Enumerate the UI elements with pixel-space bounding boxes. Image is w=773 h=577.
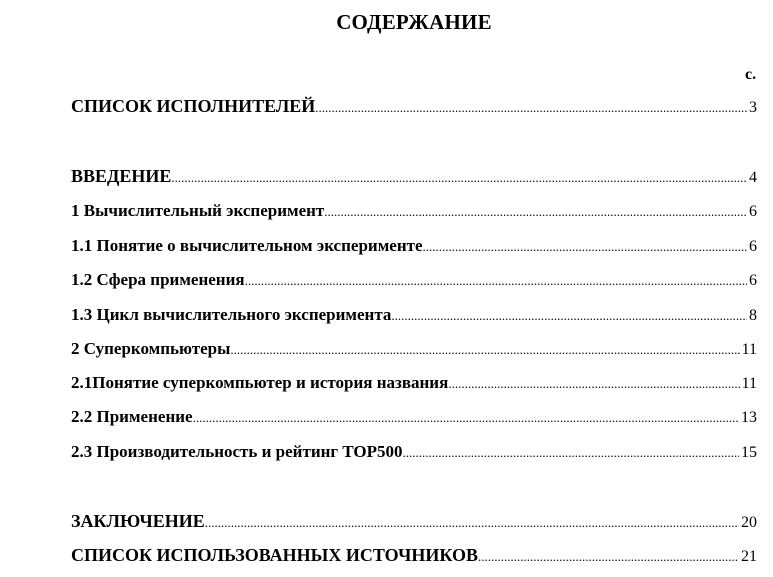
toc-entry-conclusion[interactable] bbox=[71, 511, 757, 533]
dot-leader bbox=[205, 515, 739, 531]
toc-entry-page: 6 bbox=[749, 272, 757, 289]
toc-entry-page: 8 bbox=[749, 307, 757, 324]
toc-entry-label: 2.2 Применение bbox=[71, 407, 193, 426]
dot-leader bbox=[171, 170, 747, 186]
toc-entry-label: 2.1Понятие суперкомпьютер и история названия bbox=[71, 373, 449, 392]
toc-entry-section-2-2[interactable] bbox=[71, 407, 757, 429]
toc-entry-label: ВВЕДЕНИЕ bbox=[71, 166, 172, 186]
toc-entry-page: 3 bbox=[749, 99, 757, 116]
toc-entry-references[interactable] bbox=[71, 545, 757, 567]
toc-entry-label: 2.3 Производительность и рейтинг TOP500 bbox=[71, 442, 403, 461]
toc-entry-page: 6 bbox=[749, 238, 757, 255]
toc-entry-label: 1.3 Цикл вычислительного эксперимента bbox=[71, 305, 392, 324]
toc-entry-page: 6 bbox=[749, 203, 757, 220]
dot-leader bbox=[245, 273, 747, 289]
toc-entry-label: ЗАКЛЮЧЕНИЕ bbox=[71, 511, 205, 531]
dot-leader bbox=[478, 549, 739, 565]
toc-entry-page: 21 bbox=[741, 548, 757, 565]
page-column-label: с. bbox=[745, 66, 757, 83]
dot-leader bbox=[230, 342, 739, 358]
toc-entry-executors[interactable] bbox=[71, 96, 757, 118]
toc-entry-section-2-1[interactable] bbox=[71, 373, 757, 395]
dot-leader bbox=[403, 445, 739, 461]
toc-entry-page: 15 bbox=[741, 444, 757, 461]
toc-entry-page: 11 bbox=[741, 375, 757, 392]
toc-entry-label: 1 Вычислительный эксперимент bbox=[71, 201, 325, 220]
dot-leader bbox=[324, 204, 747, 220]
toc-entry-label: 2 Суперкомпьютеры bbox=[71, 339, 231, 358]
toc-entry-label: 1.1 Понятие о вычислительном эксперименте bbox=[71, 236, 423, 255]
dot-leader bbox=[423, 239, 747, 255]
toc-entry-page: 20 bbox=[741, 514, 757, 531]
toc-entry-label: СПИСОК ИСПОЛЬЗОВАННЫХ ИСТОЧНИКОВ bbox=[71, 545, 478, 565]
toc-entry-section-1-2[interactable] bbox=[71, 270, 757, 292]
toc-entry-introduction[interactable] bbox=[71, 166, 757, 188]
toc-entry-section-2-3[interactable] bbox=[71, 442, 757, 464]
toc-entry-page: 11 bbox=[741, 341, 757, 358]
toc-entry-section-1-1[interactable] bbox=[71, 236, 757, 258]
toc-entry-page: 13 bbox=[741, 409, 757, 426]
toc-entry-section-2[interactable] bbox=[71, 339, 757, 361]
toc-entry-label: 1.2 Сфера применения bbox=[71, 270, 245, 289]
toc-entry-page: 4 bbox=[749, 169, 757, 186]
dot-leader bbox=[315, 100, 747, 116]
page-title: СОДЕРЖАНИЕ bbox=[336, 10, 492, 34]
dot-leader bbox=[193, 410, 739, 426]
toc-entry-label: СПИСОК ИСПОЛНИТЕЛЕЙ bbox=[71, 96, 316, 116]
toc-entry-section-1[interactable] bbox=[71, 201, 757, 223]
toc-entry-section-1-3[interactable] bbox=[71, 305, 757, 327]
dot-leader bbox=[448, 376, 739, 392]
dot-leader bbox=[391, 308, 747, 324]
